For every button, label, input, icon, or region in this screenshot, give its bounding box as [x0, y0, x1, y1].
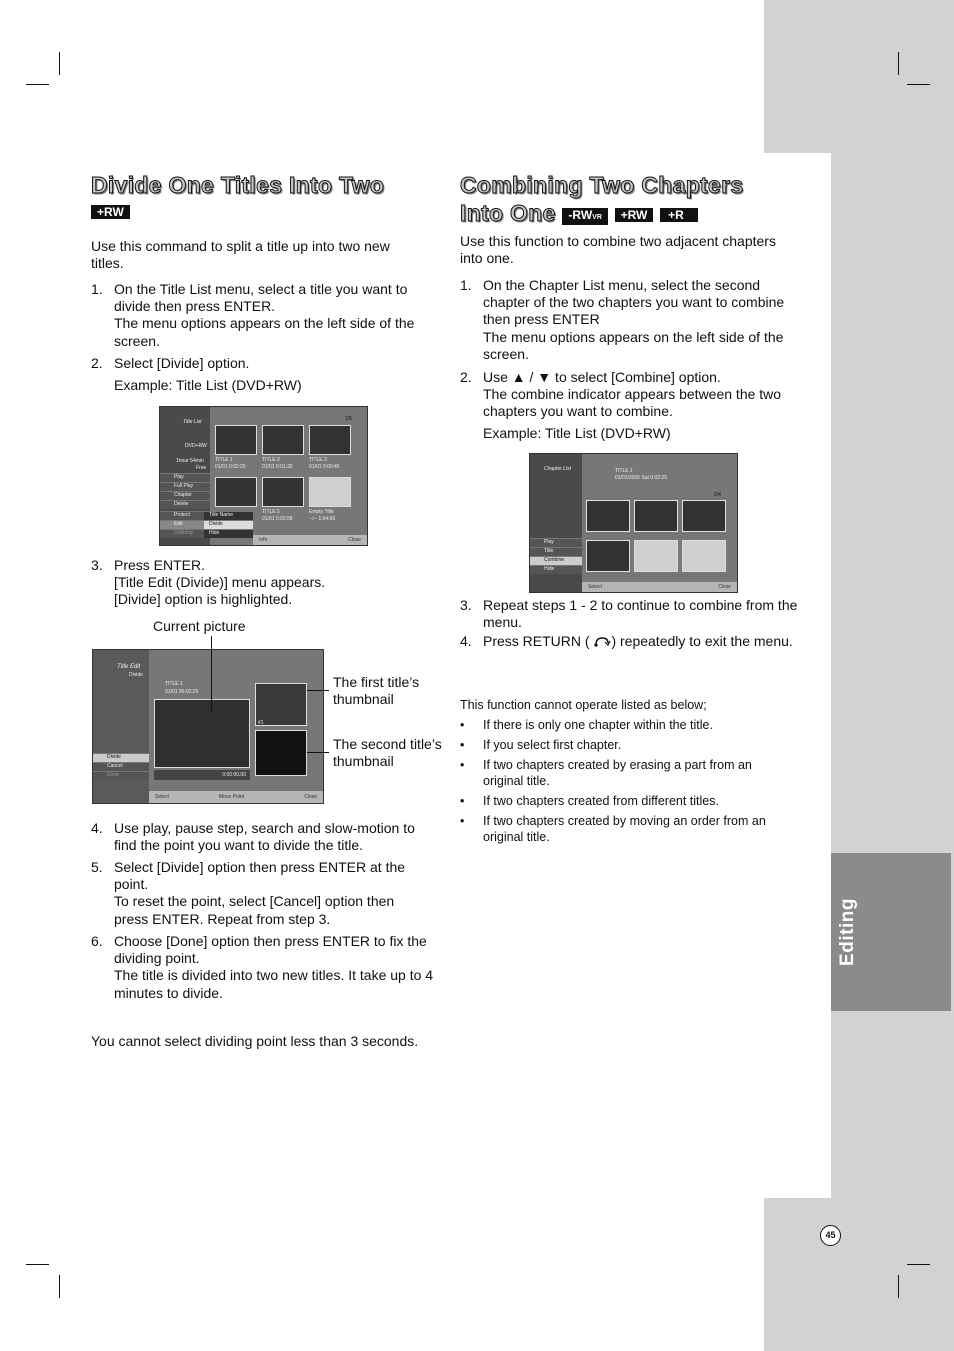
right-step1-b: The menu options appears on the left side of the screen. [483, 328, 784, 362]
bullet-item: If two chapters created from different titles. [483, 794, 719, 808]
left-step1-a: On the Title List menu, select a title you want to divide then press ENTER. [114, 281, 408, 315]
right-title-line2: Into One [460, 200, 556, 226]
chapter-thumbnail [586, 500, 630, 532]
left-step6-b: The title is divided into two new titles. It take up to 4 minutes to divide. [114, 967, 434, 1001]
left-badge-row [91, 205, 130, 223]
screen-footer [253, 535, 367, 545]
screen-page: 2/4 [714, 492, 721, 498]
bullet-item: If you select first chapter. [483, 738, 622, 752]
thumb-title: Empty Title [309, 509, 334, 515]
thumb-title: TITLE 2 [262, 457, 280, 463]
thumb-info: 01/01 0:00:45 [309, 464, 340, 470]
right-step1-a: On the Chapter List menu, select the second chapter of the two chapters you want to combine then press ENTER [483, 277, 785, 328]
screen-free: Free [196, 465, 207, 471]
callout-second-thumbnail: The second title’s thumbnail [333, 736, 442, 770]
callout-first-thumbnail: The first title’s thumbnail [333, 674, 420, 708]
step-number: 4. [460, 633, 472, 649]
right-step2-a: Use ▲ / ▼ to select [Combine] option. [483, 369, 721, 385]
thumbnail-title-2 [262, 425, 304, 455]
screen-menu-combine: Combine [530, 556, 582, 565]
bullet-dot: • [460, 718, 465, 732]
screen-menu-full-play: Full Play [160, 482, 210, 491]
return-icon [593, 635, 611, 652]
screen-title: TITLE 1 [615, 468, 633, 474]
screen-menu-divide: Divide [93, 753, 149, 762]
crop-mark [59, 1275, 60, 1298]
thumb-title: TITLE 5 [262, 509, 280, 515]
thumb-info: --/-- 1:54:00 [309, 516, 336, 522]
screen-menu-delete: Delete [160, 500, 210, 509]
step-number: 3. [460, 597, 472, 613]
chapter-thumbnail [586, 540, 630, 572]
screen-submenu-hide: Hide [204, 529, 253, 538]
screen-menu-play: Play [530, 538, 582, 547]
screen-menu-title: Title [530, 547, 582, 556]
thumb-title: TITLE 3 [309, 457, 327, 463]
right-step2-text [483, 369, 803, 421]
callout-current-picture: Current picture [153, 618, 246, 634]
thumbnail-title-4 [215, 477, 257, 507]
left-step5-b: To reset the point, select [Cancel] option then press ENTER. Repeat from step 3. [114, 893, 395, 927]
right-step4-b: ) repeatedly to exit the menu. [611, 633, 793, 649]
screen-menu-cancel: Cancel [93, 762, 149, 771]
left-step3-b: [Title Edit (Divide)] menu appears. [114, 574, 326, 591]
sidebar-bottom-band [764, 1198, 954, 1351]
step-number: 2. [460, 369, 472, 385]
screen-title: TITLE 1 [165, 681, 183, 687]
screen-disc: DVD+RW [185, 443, 207, 449]
chapter-thumbnail-empty [682, 540, 726, 572]
right-step4-a: Press RETURN ( [483, 633, 590, 649]
screen-footer-move: Move Point [219, 794, 245, 800]
screen-submenu-divide: Divide [204, 520, 253, 529]
left-step5-a: Select [Divide] option then press ENTER at the point. [114, 859, 406, 893]
left-title-text: Divide One Titles Into Two [91, 172, 385, 198]
left-step2: Select [Divide] option. [114, 355, 250, 371]
bullet-dot: • [460, 758, 465, 772]
thumbnail-empty-title [309, 477, 351, 507]
crop-mark [898, 1275, 899, 1298]
screen-heading: Title List [183, 419, 202, 425]
crop-mark [26, 1264, 49, 1265]
screen-free-time: 1hour 54min [176, 458, 204, 464]
screen-footer [582, 582, 737, 592]
bullet-dot: • [460, 794, 465, 808]
left-step1-b: The menu options appears on the left side of the screen. [114, 315, 415, 349]
crop-mark [59, 52, 60, 75]
right-intro: Use this function to combine two adjacent chapters into one. [460, 233, 776, 267]
screen-footer [149, 791, 323, 803]
rw-plus-badge: +RW [91, 205, 130, 219]
second-title-thumbnail [255, 730, 307, 776]
step-number: 6. [91, 933, 103, 949]
thumb-info: 01/01 0:01:32 [262, 464, 293, 470]
title-edit-screenshot [92, 649, 324, 804]
page-number: 45 [820, 1225, 841, 1246]
screen-menu-edit: Edit [160, 520, 210, 529]
sidebar-top-band [764, 0, 954, 153]
chapter-thumbnail [682, 500, 726, 532]
bullet-item: If two chapters created by erasing a part from an original title. [483, 758, 752, 788]
first-title-label: #1 [258, 720, 264, 726]
right-step2-b: The combine indicator appears between the two chapters you want to combine. [483, 386, 782, 420]
left-note: You cannot select dividing point less than 3 seconds. [91, 1033, 419, 1049]
callout-line [211, 636, 212, 711]
screen-submenu-title-name: Title Name [204, 511, 253, 520]
screen-footer-select: Select [588, 584, 602, 590]
right-example: Example: Title List (DVD+RW) [483, 425, 671, 441]
thumb-info: 01/01 0:02:25 [215, 464, 246, 470]
screen-menu-dubbing: Dubbing [160, 529, 210, 538]
right-step1-text [483, 277, 803, 363]
step-number: 2. [91, 355, 103, 371]
thumb-title: TITLE 1 [215, 457, 233, 463]
screen-heading: Chapter List [544, 466, 571, 472]
screen-menu-chapter: Chapter [160, 491, 210, 500]
screen-menu-hide: Hide [530, 565, 582, 574]
screen-time: 0:00:00.00 [222, 772, 246, 778]
crop-mark [907, 84, 930, 85]
screen-timebar [154, 770, 250, 780]
right-section-title [460, 171, 760, 227]
screen-footer-close: Close [718, 584, 731, 590]
left-step6-a: Choose [Done] option then press ENTER to fix the dividing point. [114, 933, 427, 967]
screen-heading: Title Edit [117, 664, 141, 670]
screen-footer-select: Select [155, 794, 169, 800]
right-step3: Repeat steps 1 - 2 to continue to combine from the menu. [483, 597, 798, 631]
screen-menu-done: Done [93, 771, 149, 780]
step-number: 5. [91, 859, 103, 875]
crop-mark [26, 84, 49, 85]
thumbnail-title-1 [215, 425, 257, 455]
callout-line [307, 690, 329, 691]
screen-page: 1/5 [345, 416, 352, 422]
step-number: 1. [91, 281, 103, 297]
screen-info: 01/01/2005 Sat 0:02:25 [615, 475, 667, 481]
screen-info: 01/01 00:02:25 [165, 689, 199, 695]
right-cannot-note: This function cannot operate listed as below; [460, 698, 707, 712]
screen-menu-play: Play [160, 473, 210, 482]
right-step4-text [483, 633, 793, 652]
left-step3-text [114, 557, 438, 609]
right-title-line1: Combining Two Chapters [460, 172, 744, 198]
thumb-info: 01/01 0:03:58 [262, 516, 293, 522]
left-intro: Use this command to split a title up into two new titles. [91, 238, 390, 272]
thumbnail-title-5 [262, 477, 304, 507]
step-number: 1. [460, 277, 472, 293]
section-tab-label: Editing [837, 898, 858, 966]
right-title-line2-row [460, 199, 760, 227]
chapter-thumbnail [634, 500, 678, 532]
left-step3-a: Press ENTER. [114, 557, 206, 573]
left-step1-text [114, 281, 438, 350]
rw-plus-badge: +RW [615, 208, 654, 222]
title-list-screenshot [159, 406, 368, 546]
r-plus-badge: +R [660, 208, 698, 222]
left-step4: Use play, pause step, search and slow-motion to find the point you want to divide the title. [114, 820, 415, 854]
callout-line [307, 752, 329, 753]
crop-mark [898, 52, 899, 75]
left-example: Example: Title List (DVD+RW) [114, 377, 302, 393]
current-picture [154, 699, 250, 768]
screen-subheading: Divide [129, 672, 143, 678]
screen-footer-close: Close [304, 794, 317, 800]
bullet-dot: • [460, 738, 465, 752]
left-section-title [91, 171, 441, 199]
bullet-item: If there is only one chapter within the title. [483, 718, 713, 732]
screen-menu-protect: Protect [160, 511, 210, 520]
left-step6-text [114, 933, 440, 1002]
sidebar-band [831, 153, 954, 1198]
rw-vr-badge [562, 208, 608, 225]
screen-footer-close: Close [348, 537, 361, 543]
left-step3-c: [Divide] option is highlighted. [114, 591, 293, 608]
rw-vr-badge-text: -RW [568, 208, 593, 222]
screen-footer-info: Info [259, 537, 268, 543]
crop-mark [907, 1264, 930, 1265]
rw-vr-badge-sub: VR [592, 214, 602, 221]
step-number: 3. [91, 557, 103, 573]
bullet-dot: • [460, 814, 465, 828]
chapter-list-screenshot [529, 453, 738, 593]
step-number: 4. [91, 820, 103, 836]
bullet-item: If two chapters created by moving an order from an original title. [483, 814, 766, 844]
thumbnail-title-3 [309, 425, 351, 455]
chapter-thumbnail-empty [634, 540, 678, 572]
left-step5-text [114, 859, 424, 928]
